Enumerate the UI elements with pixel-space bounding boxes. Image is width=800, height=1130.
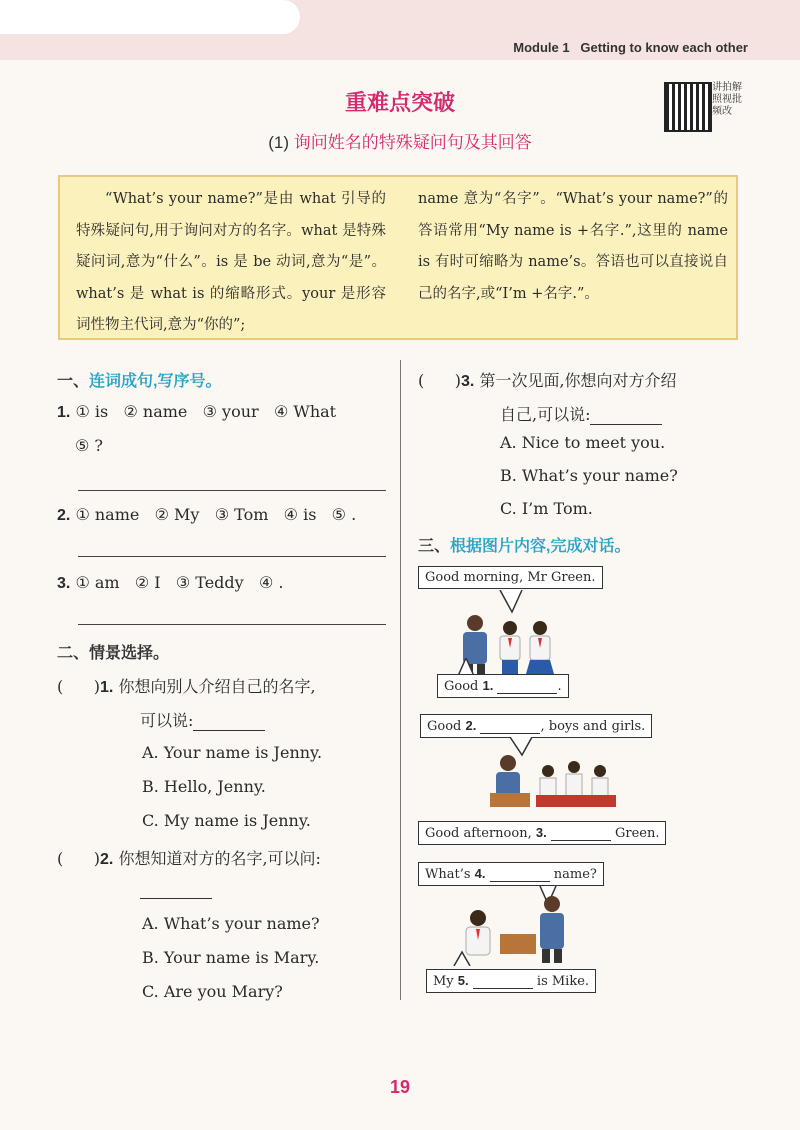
scene-2-classroom (470, 737, 650, 817)
section2-title: 情景选择。 (89, 645, 170, 662)
s2-q3-num: 3. (461, 373, 475, 390)
blank-1-num: 1. (482, 678, 494, 693)
s2-q3-option-b: B. What’s your name? (500, 466, 678, 485)
s2-q2-paren[interactable]: ( ) (57, 849, 100, 868)
section1-title: 连词成句,写序号。 (89, 373, 222, 390)
section1-heading (57, 368, 221, 391)
student-girl-icon (526, 621, 554, 674)
bubble-6-end: is Mike. (532, 974, 590, 989)
s1-item1-cont: ⑤ ? (75, 436, 104, 455)
bubble-4-text: Good afternoon, (425, 826, 536, 841)
s2-q2-stem: 你想知道对方的名字,可以问: (118, 849, 321, 868)
s2-q1-stem: 你想向别人介绍自己的名字, (118, 677, 316, 696)
s2-q3-paren[interactable]: ( ) (418, 371, 461, 390)
info-left: “What’s your name?”是由 what 引导的特殊疑问句,用于询问对方的名字。what 是特殊疑问词,意为“什么”。is 是 be 动词,意为“是”。what’s 是 what is 的缩略形式。your 是形容词性物主代词,意为“你的”; (76, 191, 386, 333)
bubble-6 (426, 969, 596, 993)
s2-q2-option-c: C. Are you Mary? (142, 982, 283, 1001)
teacher-figure-icon (540, 896, 564, 963)
answer-line-2[interactable] (78, 556, 386, 557)
s1-item3-words: ① am ② I ③ Teddy ④ . (75, 573, 284, 592)
bubble-5 (418, 862, 604, 886)
desk-icon (500, 934, 536, 954)
scene-3-figures (440, 886, 620, 966)
qr-code-icon[interactable] (664, 82, 712, 132)
s2-q3-option-c: C. I’m Tom. (500, 499, 593, 518)
s2-q1-stem2: 可以说: (140, 711, 194, 730)
s2-q2-option-b: B. Your name is Mary. (142, 948, 320, 967)
info-right: name 意为“名字”。“What’s your name?”的答语常用“My name is +名字.”,这里的 name is 有时可缩略为 name’s。答语也可以直接说自己的名字,或“I’m +名字.”。 (418, 191, 728, 302)
s1-item2 (57, 505, 356, 525)
blank-1[interactable] (497, 681, 557, 694)
bubble-4-end: Green. (610, 826, 660, 841)
s2-q1-stem2-line (140, 708, 265, 731)
bubble-5-text: What’s (425, 867, 475, 882)
s2-q1 (57, 674, 316, 697)
blank-4[interactable] (490, 869, 550, 882)
s2-q1-option-c: C. My name is Jenny. (142, 811, 311, 830)
answer-line-1[interactable] (78, 490, 386, 491)
column-divider (400, 360, 401, 1000)
bubble-1-tail (500, 590, 522, 612)
s1-item1 (57, 402, 336, 422)
section1-prefix: 一、 (57, 373, 90, 390)
s2-q3 (418, 368, 677, 391)
bubble-2-text: Good (444, 679, 483, 694)
section2-heading (57, 640, 169, 663)
s1-item2-num: 2. (57, 507, 71, 524)
page-title: 重难点突破 (344, 90, 455, 115)
qr-caption: 讲拍解照视批频改 (712, 82, 742, 117)
s1-item2-words: ① name ② My ③ Tom ④ is ⑤ . (75, 505, 357, 524)
blank-3-num: 3. (535, 825, 547, 840)
section3-prefix: 三、 (418, 538, 451, 555)
s1-item1-words: ① is ② name ③ your ④ What (75, 402, 337, 421)
bubble-3-text: Good (427, 719, 466, 734)
subtitle-number: (1) (268, 133, 290, 152)
blank-2-num: 2. (465, 718, 477, 733)
s1-item3 (57, 573, 283, 593)
s2-q1-option-b: B. Hello, Jenny. (142, 777, 266, 796)
s2-q2-option-a: A. What’s your name? (142, 914, 320, 933)
s2-q1-num: 1. (100, 679, 114, 696)
blank-2[interactable] (480, 721, 540, 734)
bubble-3-tail (510, 737, 532, 755)
s2-q3-blank[interactable] (590, 408, 662, 425)
s2-q3-option-a: A. Nice to meet you. (500, 433, 666, 452)
blank-5[interactable] (473, 976, 533, 989)
header-tab (0, 0, 300, 34)
s2-q1-paren[interactable]: ( ) (57, 677, 100, 696)
boy-figure-icon (466, 910, 490, 955)
s2-q2-blank[interactable] (140, 882, 212, 899)
s2-q3-stem2: 自己,可以说: (500, 405, 591, 424)
bubble-5-end: name? (549, 867, 597, 882)
answer-line-3[interactable] (78, 624, 386, 625)
subtitle-text: 询问姓名的特殊疑问句及其回答 (293, 133, 532, 152)
bubble-2 (437, 674, 569, 698)
student-boy-icon (500, 621, 520, 674)
module-title: Module 1 Getting to know each other (513, 40, 748, 55)
s2-q3-stem: 第一次见面,你想向对方介绍 (479, 371, 677, 390)
s2-q2-num: 2. (100, 851, 114, 868)
bubble-2-end: . (557, 679, 562, 694)
bubble-6-text: My (433, 974, 458, 989)
page-number: 19 (389, 1077, 411, 1097)
s1-item3-num: 3. (57, 575, 71, 592)
bubble-1: Good morning, Mr Green. (418, 566, 603, 589)
s1-item1-num: 1. (57, 404, 71, 421)
students-group-icon (536, 761, 616, 807)
s2-q3-stem2-line (500, 402, 662, 425)
bubble-3 (420, 714, 652, 738)
section3-title: 根据图片内容,完成对话。 (450, 538, 631, 555)
section2-prefix: 二、 (57, 645, 90, 662)
s2-q1-option-a: A. Your name is Jenny. (142, 743, 323, 762)
blank-5-num: 5. (457, 973, 469, 988)
bubble-3-end: , boys and girls. (540, 719, 646, 734)
s2-q2 (57, 846, 321, 869)
s2-q1-blank[interactable] (193, 714, 265, 731)
blank-4-num: 4. (474, 866, 486, 881)
desk-icon (490, 793, 530, 807)
blank-3[interactable] (551, 828, 611, 841)
section3-heading (418, 533, 630, 556)
bubble-4 (418, 821, 666, 845)
